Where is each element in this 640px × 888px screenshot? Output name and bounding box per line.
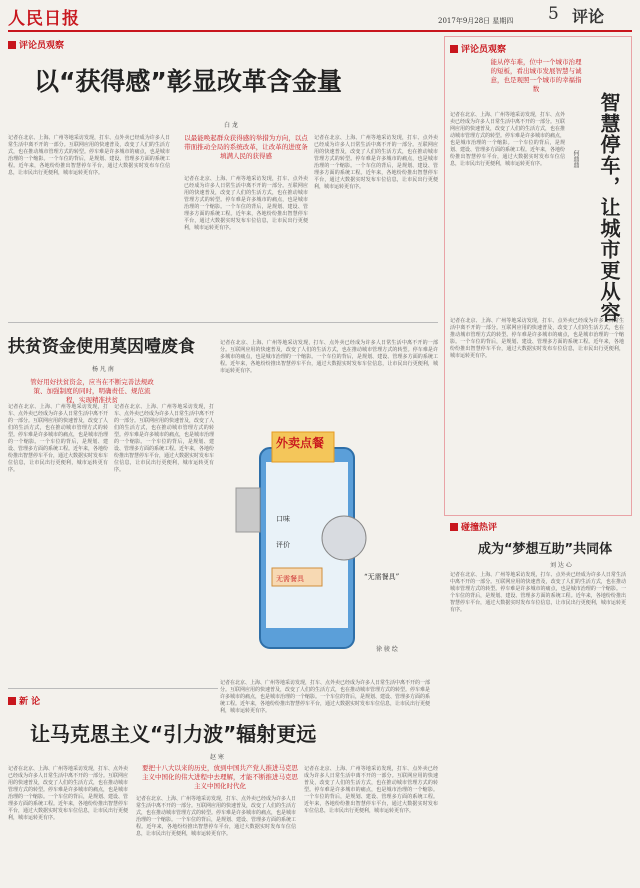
section-name: 评论 [572, 7, 605, 26]
tag-marker-icon [8, 41, 16, 49]
article3-col3: 记者在北京、上海、广州等地采访发现，打车、点外卖已经成为许多人日常生活中离不开的一部分。互联网应用的快速普及，改变了人们的生活方式，也在推动城市管理方式的转型。停车难是许多城市的痛点，也是城市治理的一个缩影。一个车位的背后，是规划、建设、管理多方面的系统工程。近年来，各地纷纷推出智慧停车平台，通过大数据实时发布车位信息，让市民出行更便利，城市运转更有序。 [220, 340, 438, 374]
article5-col2: 记者在北京、上海、广州等地采访发现，打车、点外卖已经成为许多人日常生活中离不开的一部分。互联网应用的快速普及，改变了人们的生活方式，也在推动城市管理方式的转型。停车难是许多城市的痛点，也是城市治理的一个缩影。一个车位的背后，是规划、建设、管理多方面的系统工程。近年来，各地纷纷推出智慧停车平台，通过大数据实时发布车位信息，让市民出行更便利，城市运转更有序。 [136, 796, 297, 837]
article2-col1: 记者在北京、上海、广州等地采访发现，打车、点外卖已经成为许多人日常生活中离不开的一部分。互联网应用的快速普及，改变了人们的生活方式，也在推动城市管理方式的转型。停车难是许多城市的痛点，也是城市治理的一个缩影。一个车位的背后，是规划、建设、管理多方面的系统工程。近年来，各地纷纷推出智慧停车平台，通过大数据实时发布车位信息，让市民出行更便利，城市运转更有序。 [450, 112, 566, 167]
article1-col3: 记者在北京、上海、广州等地采访发现，打车、点外卖已经成为许多人日常生活中离不开的一部分。互联网应用的快速普及，改变了人们的生活方式，也在推动城市管理方式的转型。停车难是许多城市的痛点，也是城市治理的一个缩影。一个车位的背后，是规划、建设、管理多方面的系统工程。近年来，各地纷纷推出智慧停车平台，通过大数据实时发布车位信息，让市民出行更便利，城市运转更有序。 [314, 135, 438, 190]
article3-author: 杨 凡 南 [92, 366, 114, 373]
illustration-caption: “无需餐具” [364, 573, 400, 581]
article5-author: 赵 寒 [210, 754, 224, 761]
illustration-author: 徐 骏 绘 [376, 646, 398, 653]
article5-col3: 记者在北京、上海、广州等地采访发现，打车、点外卖已经成为许多人日常生活中离不开的一部分。互联网应用的快速普及，改变了人们的生活方式，也在推动城市管理方式的转型。停车难是许多城市的痛点，也是城市治理的一个缩影。一个车位的背后，是规划、建设、管理多方面的系统工程。近年来，各地纷纷推出智慧停车平台，通过大数据实时发布车位信息，让市民出行更便利，城市运转更有序。 [304, 766, 438, 814]
tag-marker-icon [8, 697, 16, 705]
article5-col1: 记者在北京、上海、广州等地采访发现，打车、点外卖已经成为许多人日常生活中离不开的一部分。互联网应用的快速普及，改变了人们的生活方式，也在推动城市管理方式的转型。停车难是许多城市的痛点，也是城市治理的一个缩影。一个车位的背后，是规划、建设、管理多方面的系统工程。近年来，各地纷纷推出智慧停车平台，通过大数据实时发布车位信息，让市民出行更便利，城市运转更有序。 [8, 766, 129, 821]
article5-tag: 新 论 [8, 694, 40, 707]
article1-lead: 以最能唤起群众获得感的举措为方向，以点带面推动全局的系统改革，让改革的进度条填满人民的获得感 [184, 134, 308, 160]
article3-col2: 记者在北京、上海、广州等地采访发现，打车、点外卖已经成为许多人日常生活中离不开的一部分。互联网应用的快速普及，改变了人们的生活方式，也在推动城市管理方式的转型。停车难是许多城市的痛点，也是城市治理的一个缩影。一个车位的背后，是规划、建设、管理多方面的系统工程。近年来，各地纷纷推出智慧停车平台，通过大数据实时发布车位信息，让市民出行更便利，城市运转更有序。 [114, 404, 215, 473]
article1-headline: 以“获得感”彰显改革含金量 [34, 67, 342, 96]
tag-marker-icon [450, 45, 458, 53]
article3-headline: 扶贫资金使用莫因噎废食 [8, 337, 195, 357]
article2-lead: 能从停车难，位中一个城市治理的短板，看出城市发展智慧与诚意，也是观照一个城市的幸福指数 [490, 58, 582, 93]
article1-author: 白 龙 [224, 122, 238, 129]
issue-date: 2017年9月28日 星期四 [438, 17, 514, 25]
article1-col1: 记者在北京、上海、广州等地采访发现，打车、点外卖已经成为许多人日常生活中离不开的一部分。互联网应用的快速普及，改变了人们的生活方式，也在推动城市管理方式的转型。停车难是许多城市的痛点，也是城市治理的一个缩影。一个车位的背后，是规划、建设、管理多方面的系统工程。近年来，各地纷纷推出智慧停车平台，通过大数据实时发布车位信息，让市民出行更便利，城市运转更有序。 [8, 135, 170, 176]
article4-tag: 碰撞热评 [450, 520, 497, 533]
article1-col2: 记者在北京、上海、广州等地采访发现，打车、点外卖已经成为许多人日常生活中离不开的一部分。互联网应用的快速普及，改变了人们的生活方式，也在推动城市管理方式的转型。停车难是许多城市的痛点，也是城市治理的一个缩影。一个车位的背后，是规划、建设、管理多方面的系统工程。近年来，各地纷纷推出智慧停车平台，通过大数据实时发布车位信息，让市民出行更便利，城市运转更有序。 [184, 176, 308, 231]
illustration-label-taste: 口味 [276, 515, 290, 523]
page-number: 5 [548, 4, 559, 24]
article4-headline: 成为“梦想互助”共同体 [478, 542, 613, 557]
article1-tag: 评论员观察 [8, 38, 64, 51]
illustration-label-nocutlery: 无需餐具 [276, 575, 304, 583]
article2-col2: 记者在北京、上海、广州等地采访发现，打车、点外卖已经成为许多人日常生活中离不开的一部分。互联网应用的快速普及，改变了人们的生活方式，也在推动城市管理方式的转型。停车难是许多城市的痛点，也是城市治理的一个缩影。一个车位的背后，是规划、建设、管理多方面的系统工程。近年来，各地纷纷推出智慧停车平台，通过大数据实时发布车位信息，让市民出行更便利，城市运转更有序。 [450, 318, 624, 359]
article2-tag: 评论员观察 [450, 42, 506, 55]
article4-author: 刘 达 心 [550, 562, 572, 569]
phone-illustration [226, 428, 376, 674]
illustration-sign: 外卖点餐 [276, 436, 325, 450]
illustration-label-review: 评价 [276, 541, 290, 549]
article1-divider [8, 322, 438, 323]
article2-author: 何鼎鼎 [572, 150, 579, 168]
tag-marker-icon [450, 523, 458, 531]
article3-lead: 管好用好扶贫资金，应当在不断完善法规政策、加强制度的同时，明确责任、规范流程，实现精准扶贫 [30, 378, 154, 404]
illustration-note: 记者在北京、上海、广州等地采访发现，打车、点外卖已经成为许多人日常生活中离不开的一部分。互联网应用的快速普及，改变了人们的生活方式，也在推动城市管理方式的转型。停车难是许多城市的痛点，也是城市治理的一个缩影。一个车位的背后，是规划、建设、管理多方面的系统工程。近年来，各地纷纷推出智慧停车平台，通过大数据实时发布车位信息，让市民出行更便利，城市运转更有序。 [220, 680, 431, 714]
article5-headline: 让马克思主义“引力波”辐射更远 [30, 722, 317, 746]
article4-body: 记者在北京、上海、广州等地采访发现，打车、点外卖已经成为许多人日常生活中离不开的一部分。互联网应用的快速普及，改变了人们的生活方式，也在推动城市管理方式的转型。停车难是许多城市的痛点，也是城市治理的一个缩影。一个车位的背后，是规划、建设、管理多方面的系统工程。近年来，各地纷纷推出智慧停车平台，通过大数据实时发布车位信息，让市民出行更便利，城市运转更有序。 [450, 572, 626, 613]
article2-vertical-title: 智慧停车，让城市更从容 [597, 92, 621, 323]
article5-lead: 要把十八大以来的历史，放到中国共产党人推进马克思主义中国化的伟大进程中去理解，才能不断推进马克思主义中国化时代化 [142, 764, 298, 790]
article5-divider [8, 688, 218, 689]
header-rule [8, 30, 632, 32]
article3-col1: 记者在北京、上海、广州等地采访发现，打车、点外卖已经成为许多人日常生活中离不开的一部分。互联网应用的快速普及，改变了人们的生活方式，也在推动城市管理方式的转型。停车难是许多城市的痛点，也是城市治理的一个缩影。一个车位的背后，是规划、建设、管理多方面的系统工程。近年来，各地纷纷推出智慧停车平台，通过大数据实时发布车位信息，让市民出行更便利，城市运转更有序。 [8, 404, 109, 473]
masthead: 人民日报 [8, 9, 80, 29]
